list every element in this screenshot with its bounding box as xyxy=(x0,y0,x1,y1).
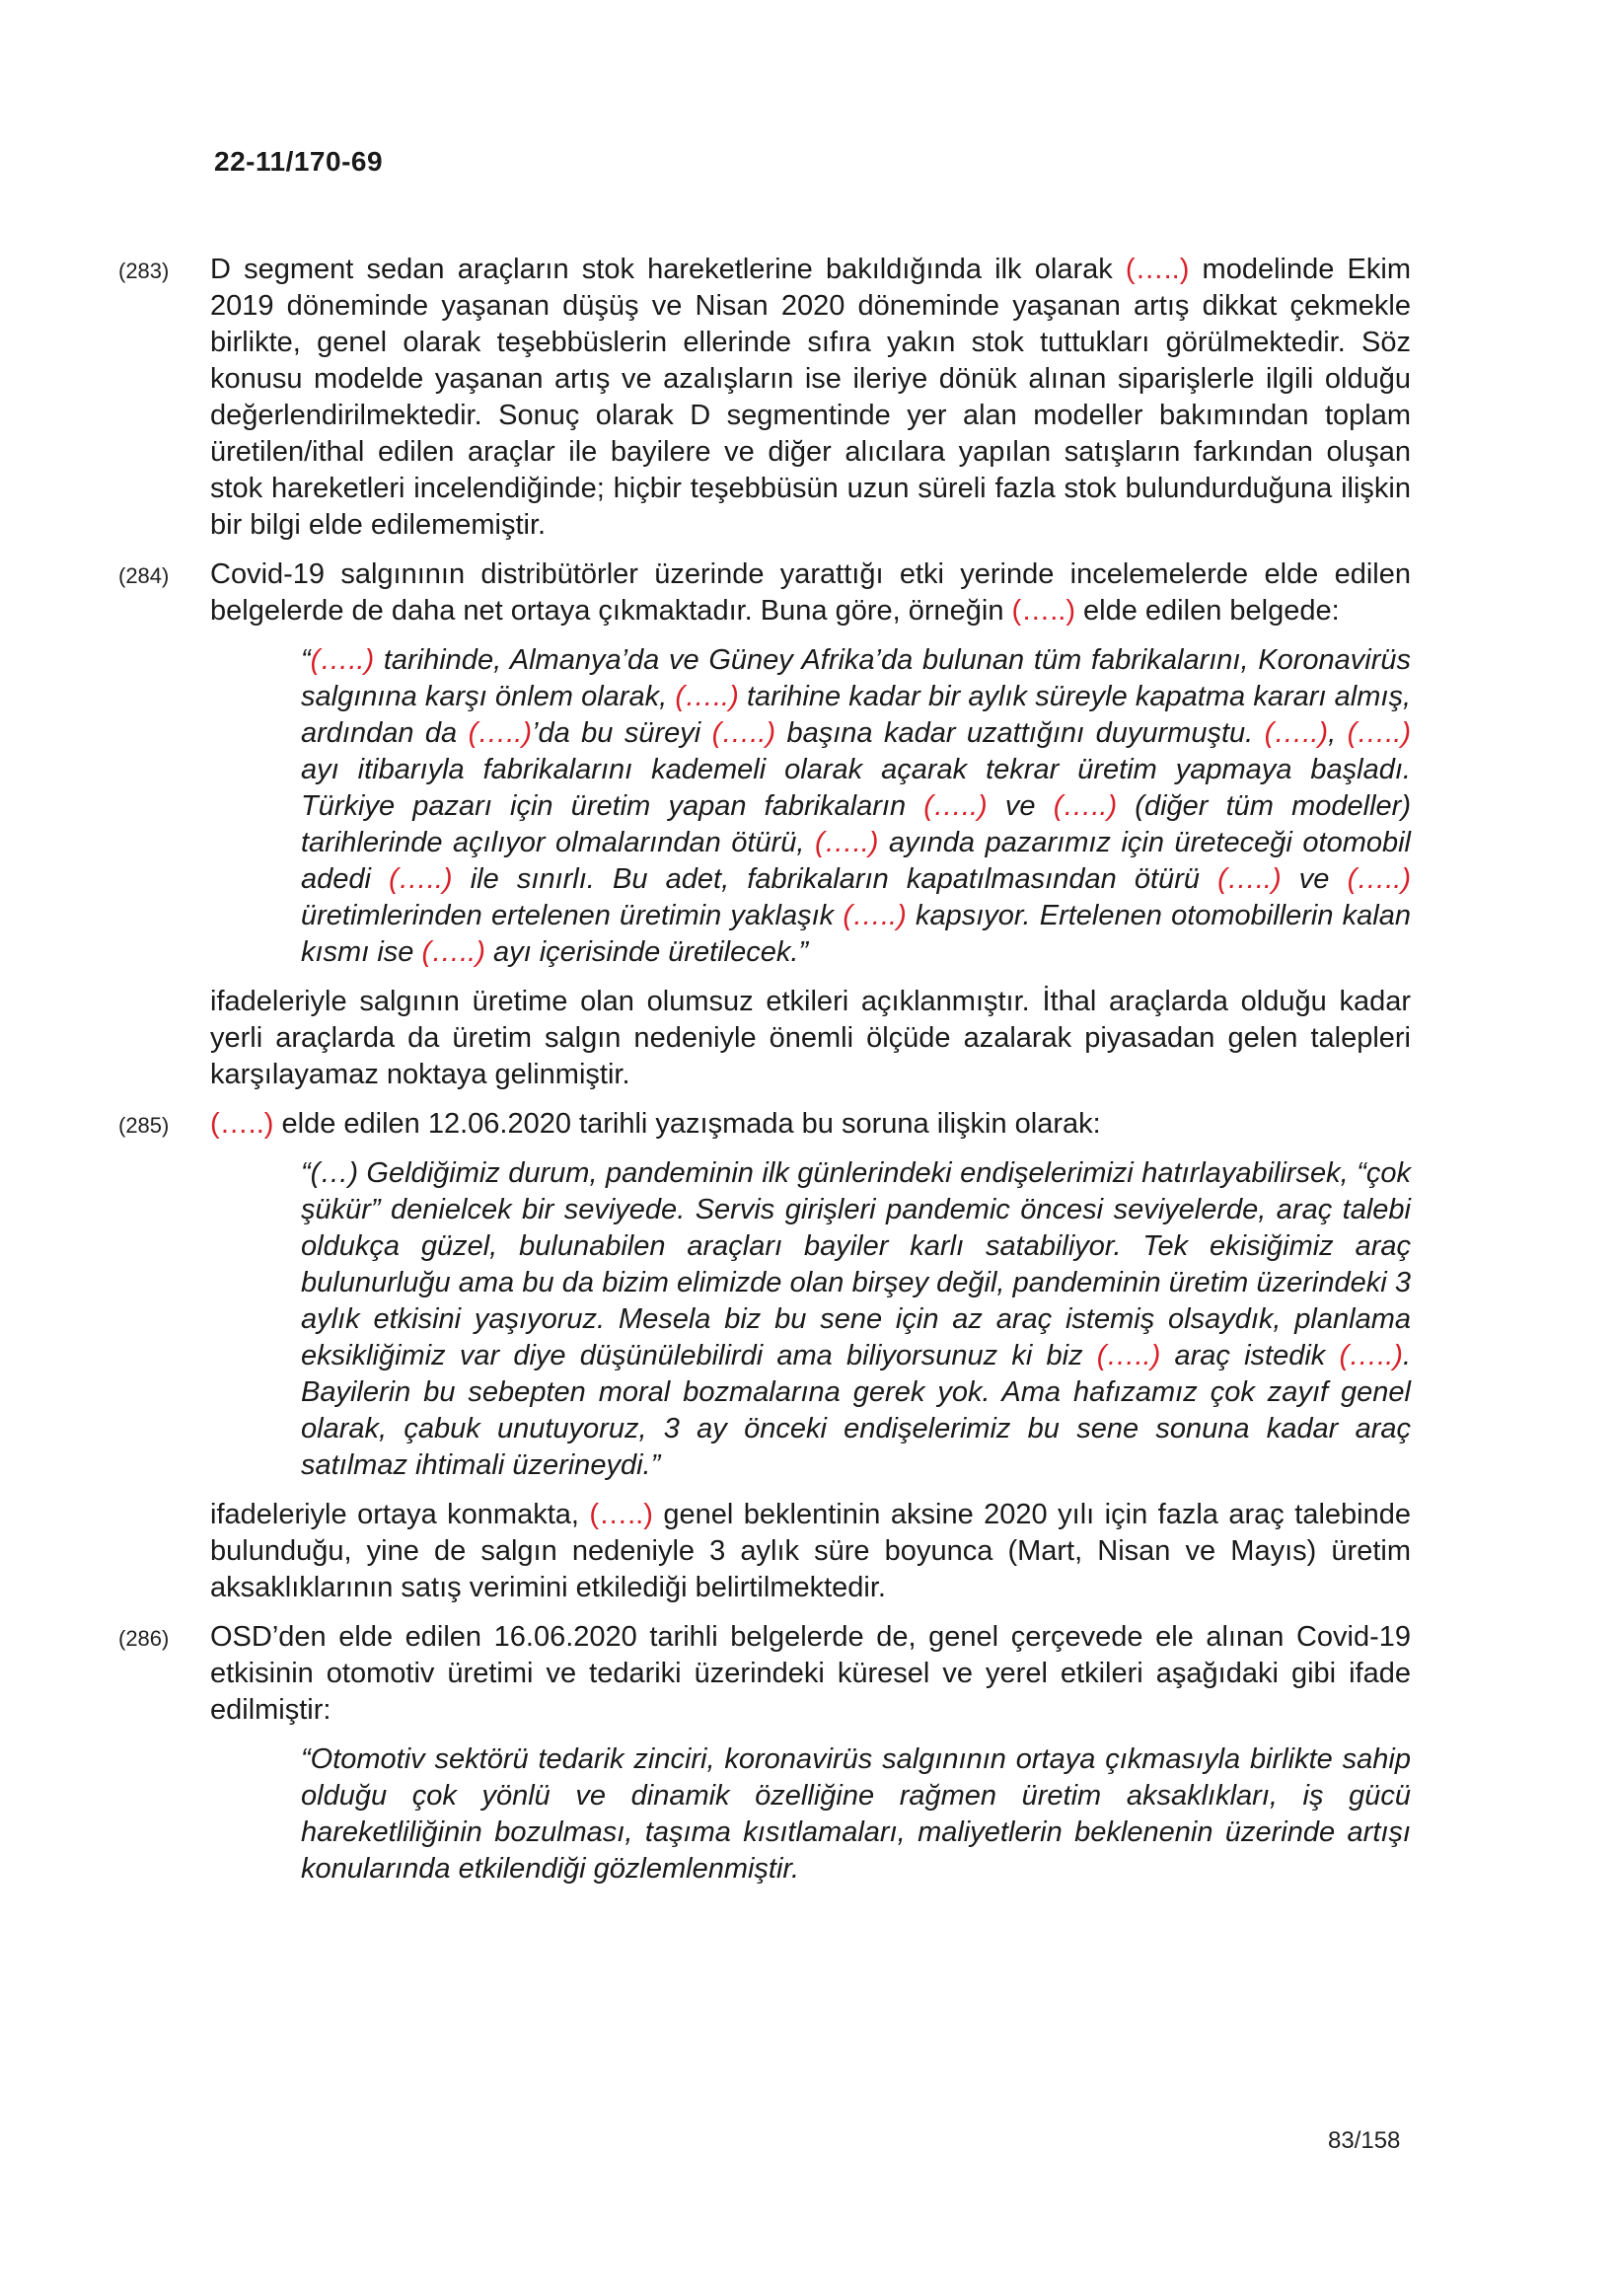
redaction-mark: (…..) xyxy=(1125,254,1190,285)
quote-segment: (diğer tüm modeller) tarihlerinde açılıyor olmalarından ötürü, xyxy=(301,790,1411,858)
redaction-mark: (…..) xyxy=(1339,1340,1403,1371)
paragraph-text xyxy=(210,1619,1411,1729)
quote-segment: kapsıyor. Ertelenen otomobillerin kalan kısmı ise xyxy=(301,900,1411,968)
quote-segment: “ xyxy=(301,644,311,676)
quote-segment: başına kadar uzattığını duyurmuştu. xyxy=(775,717,1265,749)
text-segment: Covid-19 salgınının distribütörler üzerinde yarattığı etki yerinde incelemelerde elde edilen belgelerde de daha net ortaya çıkmaktadır. Buna göre, örneğin xyxy=(210,558,1411,627)
redaction-mark: (…..) xyxy=(589,1499,653,1530)
quote-segment: ayında pazarımız için üreteceği otomobil adedi xyxy=(301,827,1412,895)
redaction-mark: (…..) xyxy=(1053,790,1118,822)
paragraph-286 xyxy=(0,1619,1411,1888)
paragraph-continuation xyxy=(210,1497,1411,1606)
text-segment: elde edilen belgede: xyxy=(1074,595,1340,627)
paragraph-284 xyxy=(0,556,1411,1093)
page-number: 83/158 xyxy=(1328,2127,1401,2154)
redaction-mark: (…..) xyxy=(1217,863,1282,895)
quote-segment: tarihinde, Almanya’da ve Güney Afrika’da bulunan tüm fabrikalarını, Koronavirüs salgınına karşı önlem olarak, xyxy=(301,644,1411,712)
redaction-mark: (…..) xyxy=(468,717,533,749)
redaction-mark: (…..) xyxy=(923,790,988,822)
quote-segment: araç istedik xyxy=(1160,1340,1340,1371)
paragraph-text xyxy=(210,556,1411,630)
paragraph-text xyxy=(210,1106,1411,1143)
quote-segment: , xyxy=(1328,717,1348,749)
text-segment: modelinde Ekim 2019 döneminde yaşanan düşüş ve Nisan 2020 döneminde yaşanan artış dikkat çekmekle birlikte, genel olarak teşebbüslerin ellerinde sıfıra yakın stok tuttukları görülmektedir. Söz konusu modelde yaşanan artış ve azalışların ise ileriye dönük alınan siparişlerle ilgili olduğu değerlendirilmektedir. Sonuç olarak D segmentinde yer alan modeller bakımından toplam üretilen/ithal edilen araçlar ile bayilere ve diğer alıcılara yapılan satışların farkından oluşan stok hareketleri incelendiğinde; hiçbir teşebbüsün uzun süreli fazla stok bulundurduğuna ilişkin bir bilgi elde edilememiştir. xyxy=(210,254,1411,541)
block-quote xyxy=(301,1155,1411,1484)
paragraph-285 xyxy=(0,1106,1411,1606)
paragraph-number: (283) xyxy=(118,259,170,283)
text-segment: ifadeleriyle ortaya konmakta, xyxy=(210,1499,590,1530)
redaction-mark: (…..) xyxy=(1011,595,1075,627)
text-segment: genel beklentinin aksine 2020 yılı için fazla araç talebinde bulunduğu, yine de salgın nedeniyle 3 aylık süre boyunca (Mart, Nisan ve Mayıs) üretim aksaklıklarının satış verimini etkilediği belirtilmektedir. xyxy=(210,1499,1411,1603)
redaction-mark: (…..) xyxy=(675,681,739,712)
paragraph-283 xyxy=(0,252,1411,544)
block-quote xyxy=(301,642,1411,971)
document-body xyxy=(0,252,1616,1900)
redaction-mark: (…..) xyxy=(310,644,375,676)
quote-segment: ve xyxy=(987,790,1054,822)
quote-segment: ayı itibarıyla fabrikalarını kademeli olarak açarak tekrar üretim yapmaya başladı. Türkiye pazarı için üretim yapan fabrikaların xyxy=(301,754,1411,822)
quote-segment: ayı içerisinde üretilecek.” xyxy=(484,936,809,968)
document-number: 22-11/170-69 xyxy=(214,146,384,177)
text-segment: elde edilen 12.06.2020 tarihli yazışmada bu soruna ilişkin olarak: xyxy=(273,1108,1101,1140)
quote-segment: ’da bu süreyi xyxy=(532,717,712,749)
paragraph-number: (286) xyxy=(118,1626,170,1651)
redaction-mark: (…..) xyxy=(711,717,776,749)
quote-segment: . Bayilerin bu sebepten moral bozmalarına gerek yok. Ama hafızamız çok zayıf genel olarak, çabuk unutuyoruz, 3 ay önceki endişelerimiz bu sene sonuna kadar araç satılmaz ihtimali üzerineydi.” xyxy=(301,1340,1411,1481)
quote-segment: üretimlerinden ertelenen üretimin yaklaşık xyxy=(301,900,844,931)
quote-segment: “Otomotiv sektörü tedarik zinciri, koronavirüs salgınının ortaya çıkmasıyla birlikte sahip olduğu çok yönlü ve dinamik özelliğine rağmen üretim aksaklıkları, iş gücü hareketliliğinin bozulması, taşıma kısıtlamaları, maliyetlerin beklenenin üzerinde artışı konularında etkilendiği gözlemlenmiştir. xyxy=(301,1743,1411,1885)
redaction-mark: (…..) xyxy=(389,863,453,895)
paragraph-number: (284) xyxy=(118,563,170,588)
text-segment: D segment sedan araçların stok hareketlerine bakıldığında ilk olarak xyxy=(210,254,1126,285)
redaction-mark: (…..) xyxy=(210,1108,274,1140)
redaction-mark: (…..) xyxy=(1264,717,1329,749)
paragraph-continuation xyxy=(210,984,1411,1093)
redaction-mark: (…..) xyxy=(1347,863,1411,895)
redaction-mark: (…..) xyxy=(843,900,907,931)
redaction-mark: (…..) xyxy=(814,827,879,858)
redaction-mark: (…..) xyxy=(1347,717,1411,749)
redaction-mark: (…..) xyxy=(1096,1340,1161,1371)
quote-segment: “(…) Geldiğimiz durum, pandeminin ilk günlerindeki endişelerimizi hatırlayabilirsek, “çok şükür” denielcek bir seviyede. Servis girişleri pandemic öncesi seviyelerde, araç talebi oldukça güzel, bulunabilen araçları bayiler karlı satabiliyor. Tek ekisiğimiz araç bulunurluğu ama bu da bizim elimizde olan birşey değil, pandeminin üretim üzerindeki 3 aylık etkisini yaşıyoruz. Mesela biz bu sene için az araç istemiş olsaydık, planlama eksikliğimiz var diye düşünülebilirdi ama biliyorsunuz ki biz xyxy=(301,1157,1411,1371)
redaction-mark: (…..) xyxy=(421,936,485,968)
quote-segment: ve xyxy=(1281,863,1348,895)
text-segment: OSD’den elde edilen 16.06.2020 tarihli belgelerde de, genel çerçevede ele alınan Covid-19 etkisinin otomotiv üretimi ve tedariki üzerindeki küresel ve yerel etkileri aşağıdaki gibi ifade edilmiştir: xyxy=(210,1621,1411,1726)
paragraph-text xyxy=(210,252,1411,544)
text-segment: ifadeleriyle salgının üretime olan olumsuz etkileri açıklanmıştır. İthal araçlarda olduğu kadar yerli araçlarda da üretim salgın nedeniyle önemli ölçüde azalarak piyasadan gelen talepleri karşılayamaz noktaya gelinmiştir. xyxy=(210,986,1411,1090)
block-quote xyxy=(301,1741,1411,1888)
paragraph-number: (285) xyxy=(118,1113,170,1138)
quote-segment: ile sınırlı. Bu adet, fabrikaların kapatılmasından ötürü xyxy=(452,863,1218,895)
quote-segment: tarihine kadar bir aylık süreyle kapatma kararı almış, ardından da xyxy=(301,681,1411,749)
